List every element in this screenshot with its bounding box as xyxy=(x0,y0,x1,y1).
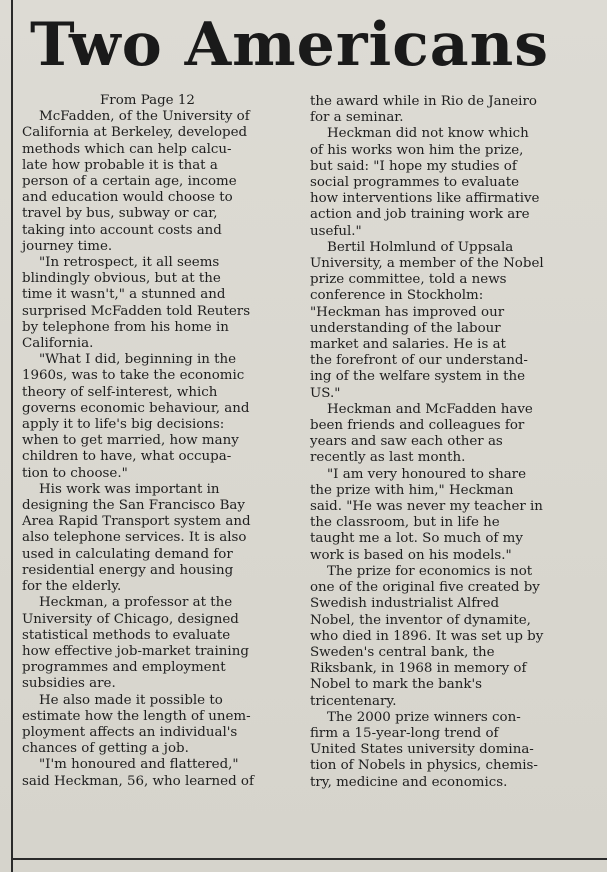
text-line: Heckman, a professor at the xyxy=(39,595,233,611)
text-line: blindingly obvious, but at the xyxy=(22,271,221,287)
text-line: "In retrospect, it all seems xyxy=(39,255,220,271)
text-line: designing the San Francisco Bay xyxy=(22,498,245,514)
text-line: said. "He was never my teacher in xyxy=(310,499,543,515)
text-line: one of the original five created by xyxy=(310,580,540,596)
text-line: by telephone from his home in xyxy=(22,319,229,335)
text-line: action and job training work are xyxy=(310,207,530,223)
left-column-paragraph xyxy=(22,595,292,692)
text-line: Nobel, the inventor of dynamite, xyxy=(310,612,531,628)
text-line: taught me a lot. So much of my xyxy=(310,531,523,547)
text-line: conference in Stockholm: xyxy=(310,288,484,304)
text-line: programmes and employment xyxy=(22,660,226,676)
text-line: Sweden's central bank, the xyxy=(310,644,495,660)
text-line: time it wasn't," a stunned and xyxy=(22,287,226,303)
text-line: for a seminar. xyxy=(310,110,404,126)
text-line: understanding of the labour xyxy=(310,320,501,336)
right-column-paragraph xyxy=(310,126,582,239)
text-line: prize committee, told a news xyxy=(310,272,507,288)
text-line: the classroom, but in life he xyxy=(310,515,500,531)
text-line: recently as last month. xyxy=(310,450,466,466)
text-line: statistical methods to evaluate xyxy=(22,627,231,643)
text-line: 1960s, was to take the economic xyxy=(22,368,245,384)
text-line: firm a 15-year-long trend of xyxy=(310,725,499,741)
text-line: chances of getting a job. xyxy=(22,741,189,757)
article-column-right xyxy=(310,94,582,791)
text-line: children to have, what occupa- xyxy=(22,449,232,465)
text-line: ing of the welfare system in the xyxy=(310,369,526,385)
left-column-paragraph xyxy=(22,693,292,758)
text-line: California at Berkeley, developed xyxy=(22,125,248,141)
text-line: late how probable it is that a xyxy=(22,157,218,173)
text-line: the prize with him," Heckman xyxy=(310,482,514,498)
text-line: when to get married, how many xyxy=(22,433,239,449)
headline: Two Americans xyxy=(30,10,550,80)
text-line: "I am very honoured to share xyxy=(327,466,527,482)
text-line: useful." xyxy=(310,223,362,239)
text-line: how interventions like affirmative xyxy=(310,191,540,207)
text-line: but said: "I hope my studies of xyxy=(310,158,517,174)
text-line: years and saw each other as xyxy=(310,434,503,450)
text-line: journey time. xyxy=(22,238,113,254)
left-border-rule xyxy=(11,0,13,872)
left-column-paragraph xyxy=(22,352,292,482)
text-line: surprised McFadden told Reuters xyxy=(22,303,251,319)
text-line: Nobel to mark the bank's xyxy=(310,677,482,693)
text-line: tion of Nobels in physics, chemis- xyxy=(310,758,538,774)
right-column-paragraph xyxy=(310,402,582,467)
text-line: been friends and colleagues for xyxy=(310,418,525,434)
text-line: Swedish industrialist Alfred xyxy=(310,596,500,612)
text-line: residential energy and housing xyxy=(22,562,234,578)
left-column-paragraph xyxy=(22,255,292,352)
text-line: Heckman and McFadden have xyxy=(327,401,533,417)
text-line: United States university domina- xyxy=(310,742,534,758)
text-line: The 2000 prize winners con- xyxy=(327,709,521,725)
text-line: said Heckman, 56, who learned of xyxy=(22,773,254,789)
text-line: tion to choose." xyxy=(22,465,128,481)
text-line: theory of self-interest, which xyxy=(22,384,218,400)
text-line: Riksbank, in 1968 in memory of xyxy=(310,661,527,677)
text-line: for the elderly. xyxy=(22,579,122,595)
text-line: social programmes to evaluate xyxy=(310,175,520,191)
text-line: used in calculating demand for xyxy=(22,546,233,562)
text-line: taking into account costs and xyxy=(22,222,222,238)
article-column-left xyxy=(22,93,292,790)
text-line: His work was important in xyxy=(39,481,220,497)
text-line: also telephone services. It is also xyxy=(22,530,247,546)
text-line: of his works won him the prize, xyxy=(310,142,524,158)
text-line: Bertil Holmlund of Uppsala xyxy=(327,239,514,255)
text-line: travel by bus, subway or car, xyxy=(22,206,218,222)
text-line: Area Rapid Transport system and xyxy=(22,514,251,530)
text-line: University of Chicago, designed xyxy=(22,611,239,627)
text-line: The prize for economics is not xyxy=(327,563,533,579)
text-line: apply it to life's big decisions: xyxy=(22,417,225,433)
left-column-paragraph xyxy=(22,757,292,789)
right-column-paragraph xyxy=(310,564,582,710)
text-line: US." xyxy=(310,385,341,401)
text-line: estimate how the length of unem- xyxy=(22,708,251,724)
text-line: California. xyxy=(22,336,94,352)
text-line: ployment affects an individual's xyxy=(22,724,238,740)
text-line: tricentenary. xyxy=(310,693,397,709)
jump-line: From Page 12 xyxy=(100,93,195,108)
right-column-paragraph xyxy=(310,710,582,791)
text-line: try, medicine and economics. xyxy=(310,774,508,790)
right-column-paragraph xyxy=(310,467,582,564)
text-line: the forefront of our understand- xyxy=(310,353,528,369)
text-line: the award while in Rio de Janeiro xyxy=(310,94,537,109)
left-column-paragraph xyxy=(22,109,292,255)
text-line: how effective job-market training xyxy=(22,643,249,659)
right-column-paragraph xyxy=(310,94,582,126)
text-line: who died in 1896. It was set up by xyxy=(310,628,544,644)
text-line: market and salaries. He is at xyxy=(310,337,506,353)
text-line: Heckman did not know which xyxy=(327,126,529,142)
text-line: He also made it possible to xyxy=(39,692,223,708)
right-column-paragraph xyxy=(310,240,582,402)
text-line: methods which can help calcu- xyxy=(22,141,232,157)
text-line: work is based on his models." xyxy=(310,547,512,563)
text-line: "What I did, beginning in the xyxy=(39,352,237,368)
text-line: McFadden, of the University of xyxy=(39,109,250,125)
text-line: person of a certain age, income xyxy=(22,174,237,190)
text-line: "I'm honoured and flattered," xyxy=(39,757,239,773)
text-line: "Heckman has improved our xyxy=(310,304,505,320)
text-line: and education would choose to xyxy=(22,190,233,206)
text-line: University, a member of the Nobel xyxy=(310,256,544,272)
bottom-border-rule xyxy=(11,858,607,860)
text-line: subsidies are. xyxy=(22,676,116,692)
left-column-paragraph xyxy=(22,482,292,595)
text-line: governs economic behaviour, and xyxy=(22,400,250,416)
